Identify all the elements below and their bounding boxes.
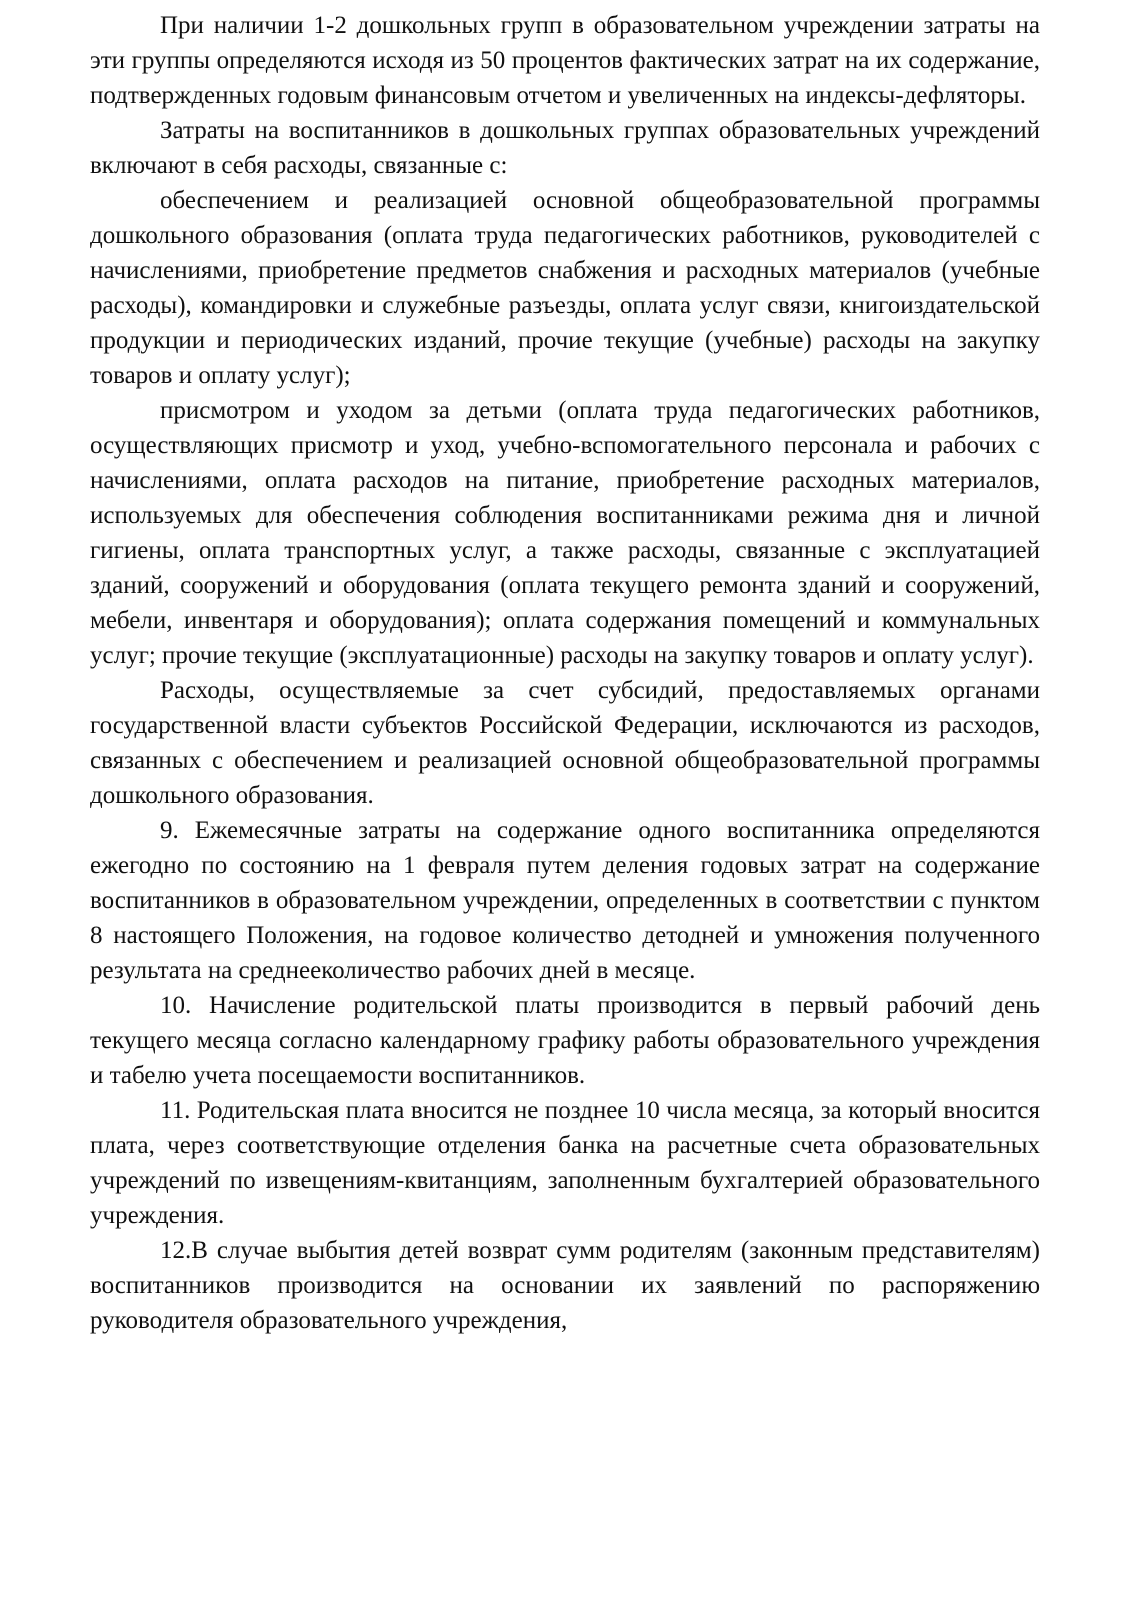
paragraph-preschool-groups-costs: При наличии 1-2 дошкольных групп в образовательном учреждении затраты на эти группы определяются исходя из 50 процентов фактических затрат на их содержание, подтвержденных годовым финансовым отчетом и увеличенных на индексы-дефляторы.: [90, 12, 1040, 109]
paragraph-program-implementation: обеспечением и реализацией основной общеобразовательной программы дошкольного образования (оплата труда педагогических работников, руководителей с начислениями, приобретение предметов снабжения и расходных материалов (учебные расходы), командировки и служебные разъезды, оплата услуг связи, книгоиздательской продукции и периодических изданий, прочие текущие (учебные) расходы на закупку товаров и оплату услуг);: [90, 187, 1040, 389]
paragraph-item-12: 12.В случае выбытия детей возврат сумм родителям (законным представителям) воспитанников производится на основании их заявлений по распоряжению руководителя образовательного учреждения,: [90, 1237, 1040, 1334]
paragraph-pupil-costs-intro: Затраты на воспитанников в дошкольных группах образовательных учреждений включают в себя расходы, связанные с:: [90, 117, 1040, 179]
paragraph-item-10: 10. Начисление родительской платы производится в первый рабочий день текущего месяца согласно календарному графику работы образовательного учреждения и табелю учета посещаемости воспитанников.: [90, 992, 1040, 1089]
paragraph-supervision-care: присмотром и уходом за детьми (оплата труда педагогических работников, осуществляющих присмотр и уход, учебно-вспомогательного персонала и рабочих с начислениями, оплата расходов на питание, приобретение расходных материалов, используемых для обеспечения соблюдения воспитанниками режима дня и личной гигиены, оплата транспортных услуг, а также расходы, связанные с эксплуатацией зданий, сооружений и оборудования (оплата текущего ремонта зданий и сооружений, мебели, инвентаря и оборудования); оплата содержания помещений и коммунальных услуг; прочие текущие (эксплуатационные) расходы на закупку товаров и оплату услуг).: [90, 397, 1040, 669]
paragraph-item-9: 9. Ежемесячные затраты на содержание одного воспитанника определяются ежегодно по состоянию на 1 февраля путем деления годовых затрат на содержание воспитанников в образовательном учреждении, определенных в соответствии с пунктом 8 настоящего Положения, на годовое количество детодней и умножения полученного результата на среднееколичество рабочих дней в месяце.: [90, 817, 1040, 984]
paragraph-subsidies-excluded: Расходы, осуществляемые за счет субсидий, предоставляемых органами государственной власти субъектов Российской Федерации, исключаются из расходов, связанных с обеспечением и реализацией основной общеобразовательной программы дошкольного образования.: [90, 677, 1040, 809]
document-body: [90, 8, 1040, 1338]
paragraph-item-11: 11. Родительская плата вносится не позднее 10 числа месяца, за который вносится плата, через соответствующие отделения банка на расчетные счета образовательных учреждений по извещениям-квитанциям, заполненным бухгалтерией образовательного учреждения.: [90, 1097, 1040, 1229]
